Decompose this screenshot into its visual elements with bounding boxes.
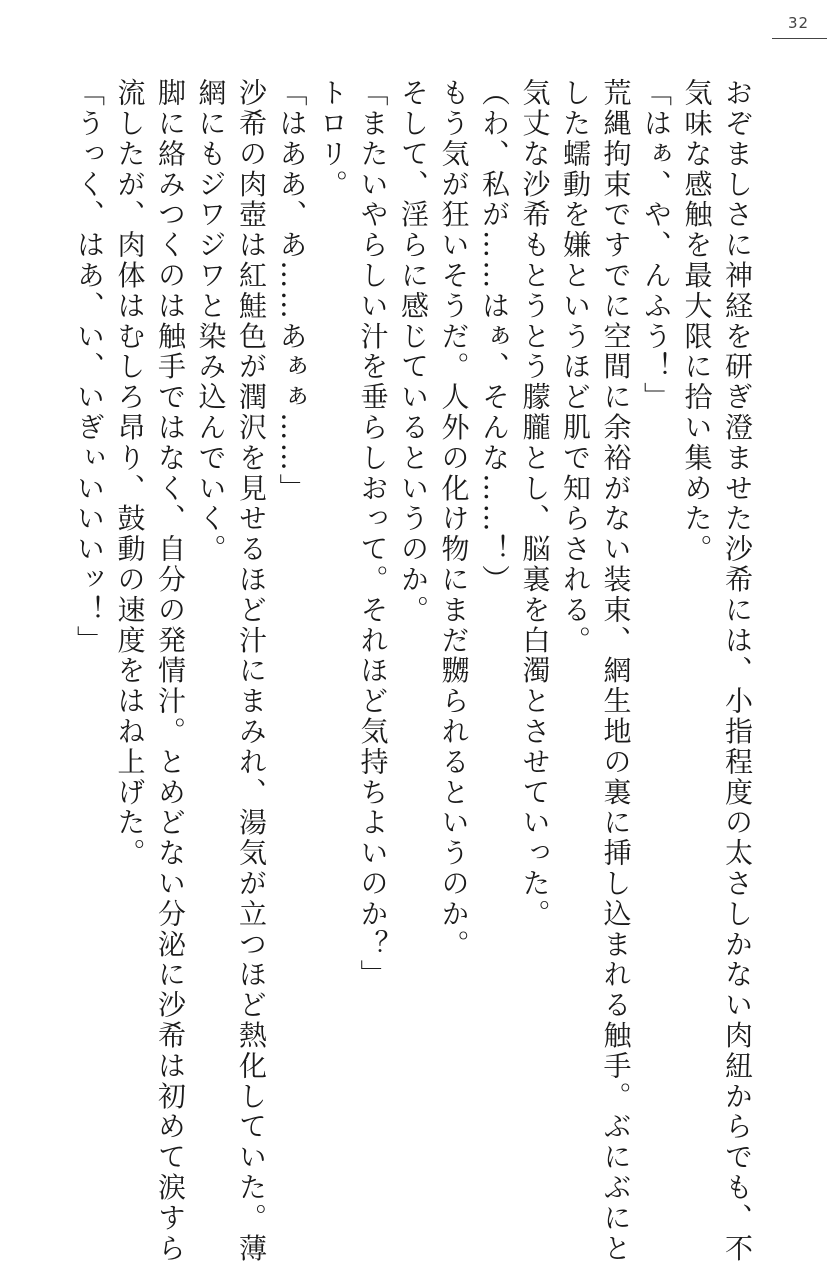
text-line: そして、淫らに感じているというのか。: [397, 78, 430, 626]
text-line: 荒縄拘束ですでに空間に余裕がない装束、網生地の裏に挿し込まれる触手。ぶにぶにと: [599, 78, 633, 1264]
body-text: [69, 78, 758, 1264]
text-line: 脚に絡みつくのは触手ではなく、自分の発情汁。とめどない分泌に沙希は初めて涙すら: [154, 78, 187, 1264]
text-line: 「またいやらしい汁を垂らしおって。それほど気持ちよいのか？」: [356, 78, 390, 990]
text-line: 「はああ、あ……あぁぁ……」: [275, 78, 309, 504]
text-line: 「うっく、はあ、い、いぎぃいいいッ！」: [73, 78, 106, 656]
text-line: （わ、私が……はぁ、そんな……！）: [478, 78, 511, 595]
text-line: もう気が狂いそうだ。人外の化け物にまだ嬲られるというのか。: [437, 78, 471, 960]
page-number-rule: [772, 38, 827, 39]
text-line: 気丈な沙希もとうとう朦朧とし、脳裏を白濁とさせていった。: [518, 78, 552, 930]
text-line: した蠕動を嫌というほど肌で知らされる。: [559, 78, 592, 656]
text-line: 「はぁ、や、んふう！」: [640, 78, 673, 413]
text-line: おぞましさに神経を研ぎ澄ませた沙希には、小指程度の太さしかない肉紐からでも、不: [721, 78, 754, 1264]
page-number: 32: [788, 14, 810, 32]
text-line: 網にもジワジワと染み込んでいく。: [194, 78, 228, 565]
text-line: 気味な感触を最大限に拾い集めた。: [680, 78, 714, 565]
text-line: 流したが、肉体はむしろ昂り、鼓動の速度をはね上げた。: [113, 78, 147, 869]
text-line: トロリ。: [316, 78, 349, 200]
text-line: 沙希の肉壺は紅鮭色が潤沢を見せるほど汁にまみれ、湯気が立つほど熱化していた。薄: [235, 78, 268, 1264]
